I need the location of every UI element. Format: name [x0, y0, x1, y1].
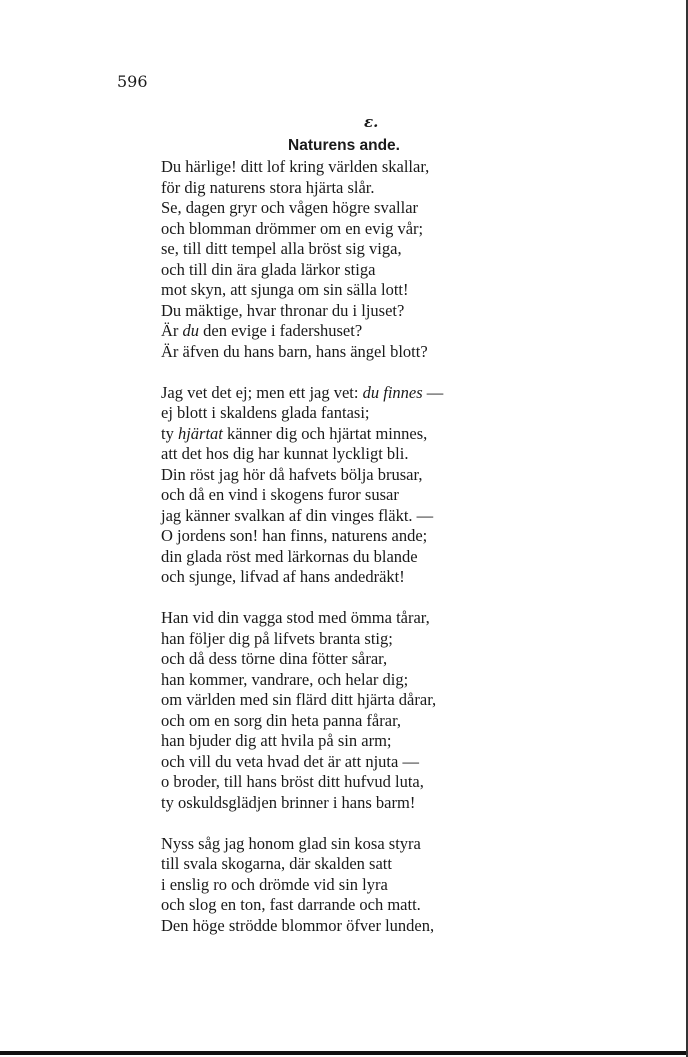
poem-line: [161, 424, 443, 445]
poem-line: [161, 670, 443, 691]
poem-line: [161, 198, 443, 219]
line-text: O jordens son! han finns, naturens ande;: [161, 526, 428, 545]
stanza: [161, 608, 443, 813]
line-text: för dig naturens stora hjärta slår.: [161, 177, 375, 197]
line-text: Den höge strödde blommor öfver lunden,: [161, 915, 435, 935]
poem-line: [161, 444, 443, 465]
line-text: ty: [161, 423, 178, 443]
line-text: Jag vet det ej; men ett jag vet:: [161, 382, 363, 402]
line-text: och till din ära glada lärkor stiga: [161, 259, 376, 279]
line-text: —: [422, 382, 444, 402]
poem-line: [161, 834, 443, 855]
poem-line: [161, 321, 443, 342]
line-text: ty oskuldsglädjen brinner i hans barm!: [161, 792, 416, 812]
italic-text: du finnes: [362, 382, 423, 402]
line-text: Nyss såg jag honom glad sin kosa styra: [161, 833, 421, 853]
poem-line: [161, 895, 443, 916]
poem-line: [161, 465, 443, 486]
poem-line: [161, 854, 443, 875]
poem-line: [161, 260, 443, 281]
section-mark: ε.: [364, 113, 379, 131]
line-text: känner dig och hjärtat minnes,: [222, 423, 428, 443]
line-text: den evige i fadershuset?: [199, 321, 363, 340]
poem-line: [161, 608, 443, 629]
line-text: Du mäktige, hvar thronar du i ljuset?: [161, 300, 405, 320]
line-text: mot skyn, att sjunga om sin sälla lott!: [161, 280, 409, 299]
poem-line: [161, 157, 443, 178]
line-text: till svala skogarna, där skalden satt: [161, 854, 392, 873]
line-text: och blomman drömmer om en evig vår;: [161, 218, 424, 238]
poem-line: [161, 772, 443, 793]
stanza: [161, 383, 443, 588]
poem-line: [161, 875, 443, 896]
poem-line: [161, 506, 443, 527]
line-text: om världen med sin flärd ditt hjärta dårar,: [161, 690, 437, 709]
poem-line: [161, 342, 443, 363]
line-text: och då en vind i skogens furor susar: [161, 485, 399, 504]
line-text: i enslig ro och drömde vid sin lyra: [161, 874, 388, 894]
line-text: o broder, till hans bröst ditt hufvud luta,: [161, 772, 424, 791]
stanza: [161, 834, 443, 937]
poem-line: [161, 916, 443, 937]
line-text: och om en sorg din heta panna fårar,: [161, 710, 402, 730]
poem-line: [161, 178, 443, 199]
poem-line: [161, 629, 443, 650]
poem-title: Naturens ande.: [288, 137, 400, 154]
poem-line: [161, 485, 443, 506]
poem-line: [161, 280, 443, 301]
line-text: och sjunge, lifvad af hans andedräkt!: [161, 567, 405, 586]
line-text: han kommer, vandrare, och helar dig;: [161, 669, 409, 689]
page-number: 596: [117, 72, 148, 91]
poem-body: [161, 157, 443, 957]
line-text: Du härlige! ditt lof kring världen skallar,: [161, 157, 430, 176]
line-text: han följer dig på lifvets branta stig;: [161, 628, 393, 648]
line-text: Din röst jag hör då hafvets bölja brusar,: [161, 464, 423, 484]
italic-text: du: [182, 321, 200, 340]
line-text: se, till ditt tempel alla bröst sig viga,: [161, 239, 402, 258]
poem-line: [161, 301, 443, 322]
line-text: ej blott i skaldens glada fantasi;: [161, 403, 370, 422]
line-text: Se, dagen gryr och vågen högre svallar: [161, 198, 419, 217]
bottom-border: [0, 1051, 688, 1055]
line-text: han bjuder dig att hvila på sin arm;: [161, 731, 392, 750]
line-text: din glada röst med lärkornas du blande: [161, 546, 418, 566]
line-text: jag känner svalkan af din vinges fläkt. —: [161, 505, 434, 525]
line-text: Han vid din vagga stod med ömma tårar,: [161, 608, 430, 627]
poem-line: [161, 239, 443, 260]
line-text: och vill du veta hvad det är att njuta —: [161, 751, 419, 771]
italic-text: hjärtat: [177, 423, 223, 443]
poem-line: [161, 690, 443, 711]
poem-line: [161, 731, 443, 752]
stanza: [161, 157, 443, 362]
poem-line: [161, 547, 443, 568]
line-text: och då dess törne dina fötter sårar,: [161, 649, 388, 668]
line-text: att det hos dig har kunnat lyckligt bli.: [161, 444, 409, 463]
poem-line: [161, 526, 443, 547]
poem-line: [161, 219, 443, 240]
poem-line: [161, 403, 443, 424]
poem-line: [161, 567, 443, 588]
line-text: och slog en ton, fast darrande och matt.: [161, 895, 421, 914]
poem-line: [161, 711, 443, 732]
poem-line: [161, 793, 443, 814]
poem-line: [161, 649, 443, 670]
poem-line: [161, 752, 443, 773]
line-text: Är äfven du hans barn, hans ängel blott?: [161, 341, 428, 361]
poem-line: [161, 383, 443, 404]
line-text: Är: [161, 321, 183, 340]
